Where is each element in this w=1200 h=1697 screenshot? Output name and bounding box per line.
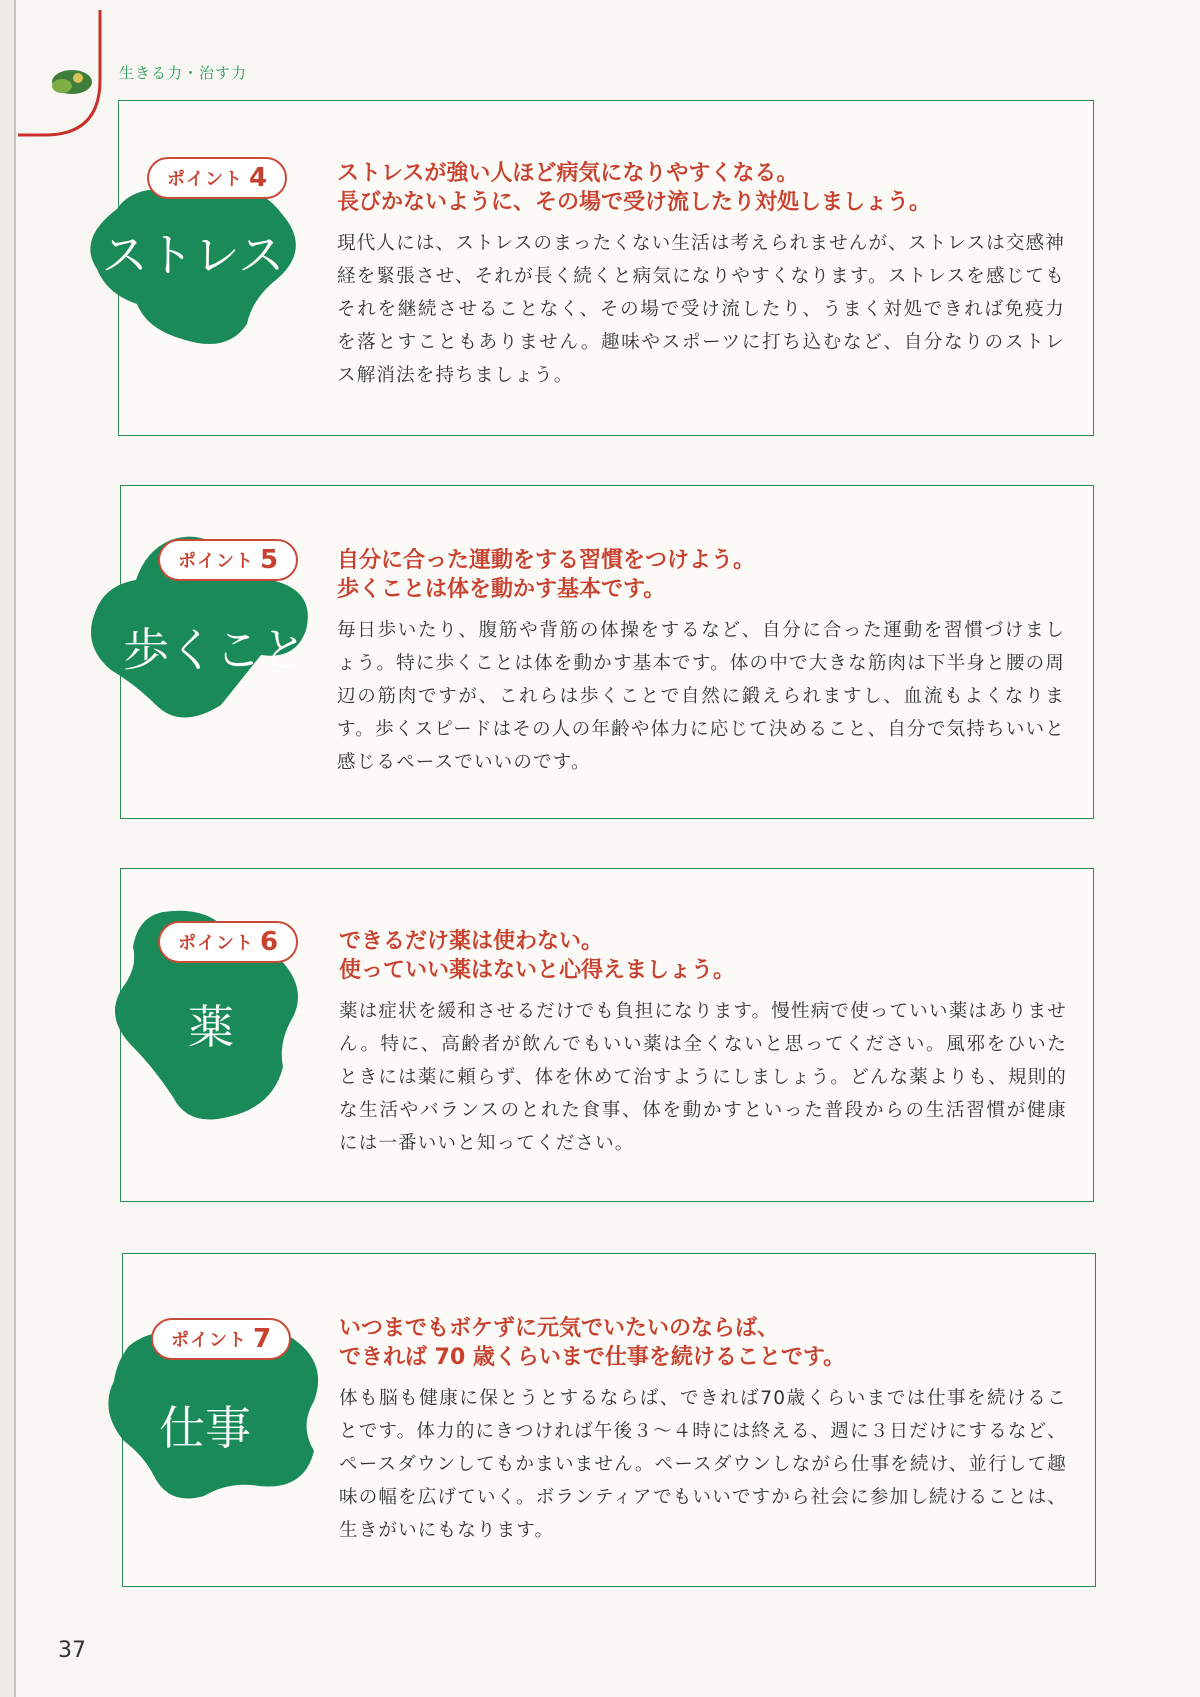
point-card-6 [120,868,1094,1202]
badge-label: ポイント [170,1330,247,1351]
page-binding-shadow [0,0,14,1697]
point-card-7 [122,1253,1096,1587]
point-headline-7a: いつまでもボケずに元気でいたいのならば、 [339,1316,780,1341]
point-card-5 [120,485,1094,819]
page-number: 37 [58,1638,86,1663]
point-body-4: 現代人には、ストレスのまったくない生活は考えられませんが、ストレスは交感神経を緊張させ、それが長く続くと病気になりやすくなります。ストレスを感じてもそれを継続させることなく、その場で受け流したり、うまく対処できれば免疫力を落とすこともありません。趣味やスポーツに打ち込むなど、自分なりのストレス解消法を持ちましょう。 [337,233,1065,386]
badge-label: ポイント [166,169,243,190]
point-title-6: 薬 [188,1000,234,1054]
point-badge-7 [151,1318,291,1360]
point-title-4: ストレス [101,228,285,282]
corner-decoration [0,0,130,160]
point-headline-7b: できれば 70 歳くらいまで仕事を続けることです。 [339,1345,846,1370]
badge-number: 4 [248,163,268,193]
point-headline-6b: 使っていい薬はないと心得えましょう。 [339,958,736,983]
point-badge-4 [147,157,287,199]
badge-label: ポイント [177,933,254,954]
point-title-7: 仕事 [159,1401,251,1455]
point-badge-6 [158,921,298,963]
point-headline-6a: できるだけ薬は使わない。 [339,929,604,954]
badge-number: 6 [259,927,279,957]
point-title-5: 歩くこと [123,623,307,677]
point-body-6: 薬は症状を緩和させるだけでも負担になります。慢性病で使っていい薬はありません。特に、高齢者が飲んでもいい薬は全くないと思ってください。風邪をひいたときには薬に頼らず、体を休めて治すようにしましょう。どんな薬よりも、規則的な生活やバランスのとれた食事、体を動かすといった普段からの生活習慣が健康には一番いいと知ってください。 [339,1001,1067,1154]
point-badge-5 [158,539,298,581]
point-headline-4a: ストレスが強い人ほど病気になりやすくなる。 [337,161,799,186]
point-body-7: 体も脳も健康に保とうとするならば、できれば70歳くらいまでは仕事を続けることです。体力的にきつければ午後３～４時には終える、週に３日だけにするなど、ペースダウンしてもかまいません。ペースダウンしながら仕事を続け、並行して趣味の幅を広げていく。ボランティアでもいいですから社会に参加し続けることは、生きがいにもなります。 [339,1388,1067,1541]
point-card-4 [101,100,1094,436]
badge-number: 7 [252,1324,272,1354]
badge-number: 5 [259,545,279,575]
badge-label: ポイント [177,551,254,572]
point-headline-4b: 長びかないように、その場で受け流したり対処しましょう。 [337,190,932,215]
page-binding-line [14,0,16,1697]
section-label: 生きる力・治す力 [119,64,248,82]
point-body-5: 毎日歩いたり、腹筋や背筋の体操をするなど、自分に合った運動を習慣づけましょう。特に歩くことは体を動かす基本です。体の中で大きな筋肉は下半身と腰の周辺の筋肉ですが、これらは歩くことで自然に鍛えられますし、血流もよくなります。歩くスピードはその人の年齢や体力に応じて決めること、自分で気持ちいいと感じるペースでいいのです。 [337,620,1066,773]
point-headline-5a: 自分に合った運動をする習慣をつけよう。 [337,548,756,573]
point-headline-5b: 歩くことは体を動かす基本です。 [337,577,666,602]
